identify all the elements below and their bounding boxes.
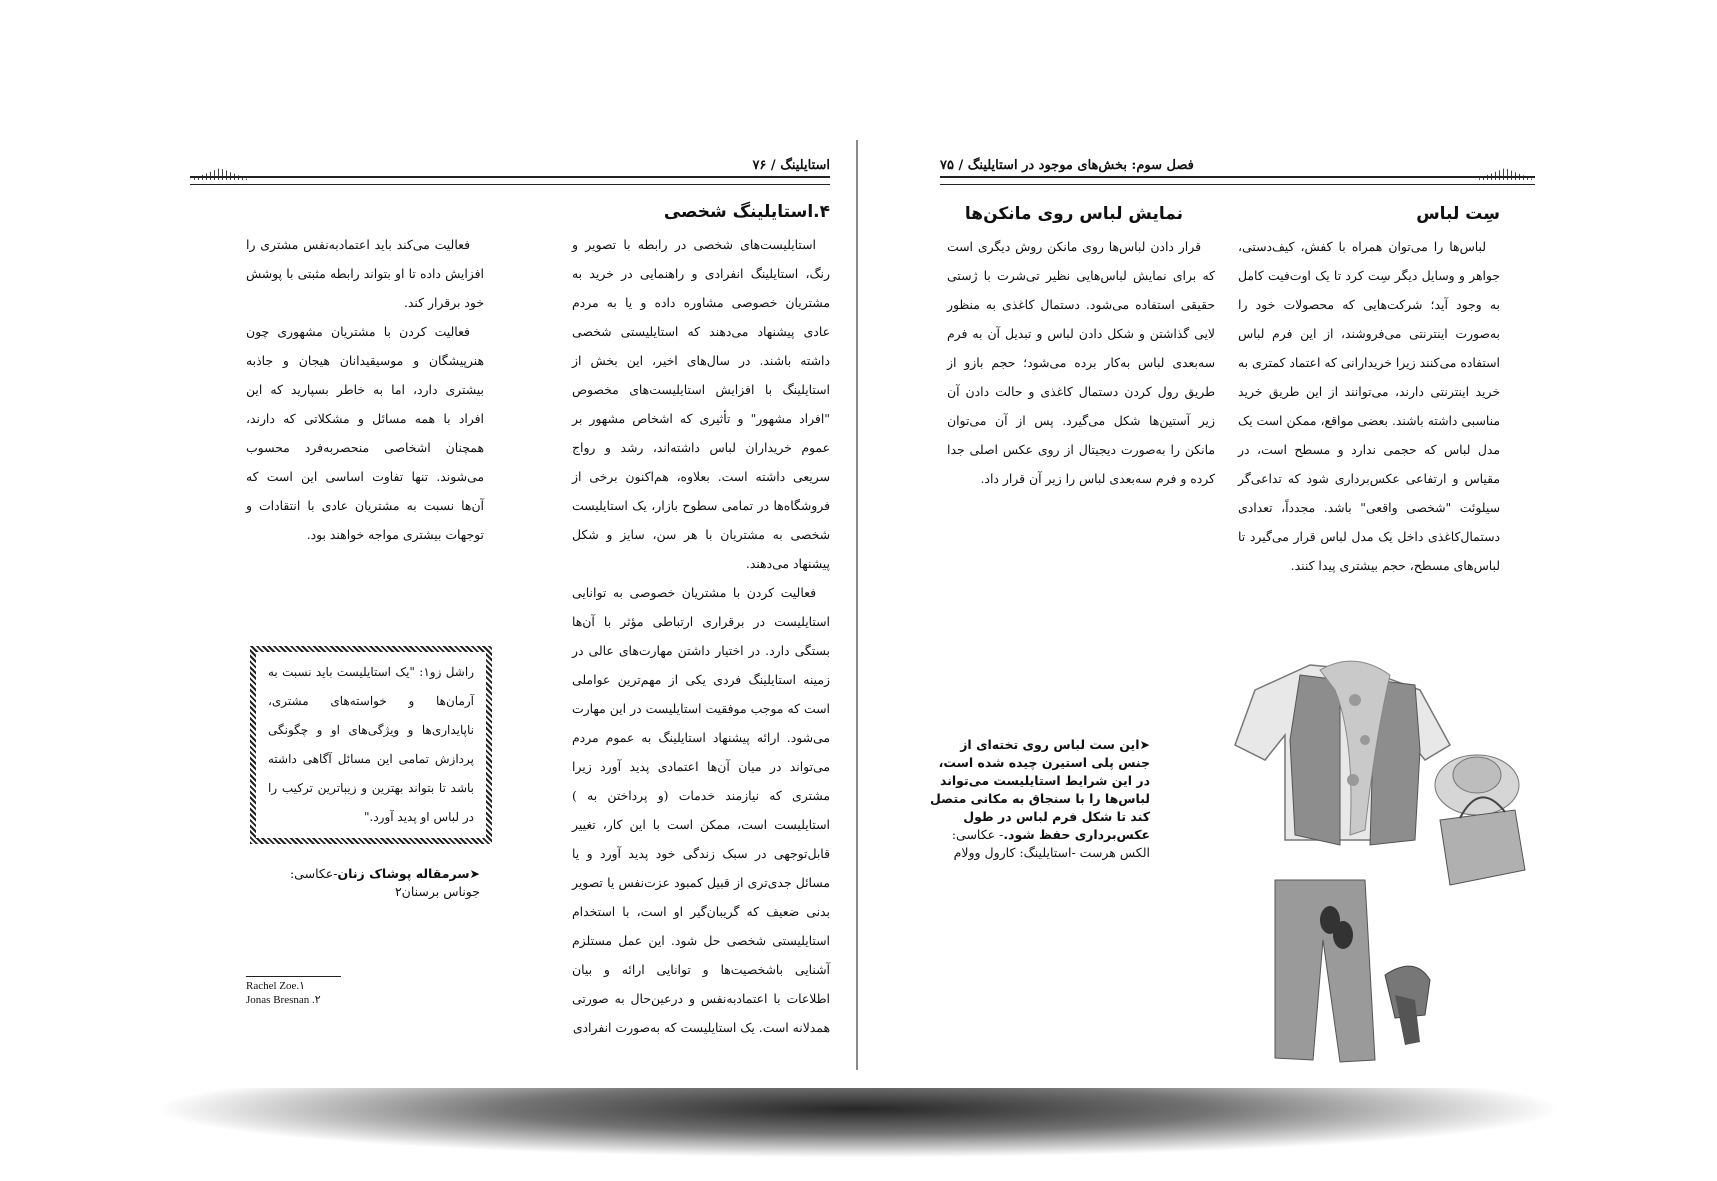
header-text: ۷۶ / استایلینگ xyxy=(752,158,830,173)
column-set xyxy=(1238,232,1500,580)
photo-caption xyxy=(925,736,1150,862)
paragraph: فعالیت می‌کند باید اعتمادبه‌نفس مشتری را افزایش داده تا او بتواند رابطه مثبتی با پوشش خود برقرار کند. xyxy=(246,237,484,310)
paragraph: قرار دادن لباس‌ها روی مانکن روش دیگری است که برای نمایش لباس‌هایی نظیر تی‌شرت با ژستی حقیقی استفاده می‌شود. دستمال کاغذی به منظور لایی گذاشتن و شکل دادن لباس و تبدیل آن به فرم سه‌بعدی لباس به‌کار برده می‌شود؛ حجم بازو از طریق رول کردن دستمال کاغذی و حالت دادن آن زیر آستین‌ها شکل می‌گیرد. پس از آن می‌توان مانکن را به‌صورت دیجیتال از روی عکس اصلی جدا کرده و فرم سه‌بعدی لباس را زیر آن قرار داد. xyxy=(947,239,1215,486)
heading-set: سِت لباس xyxy=(1416,204,1500,224)
jeans-shape xyxy=(1275,880,1375,1062)
photo-caption xyxy=(250,865,480,901)
paragraph: استایلیست‌های شخصی در رابطه با تصویر و رنگ، استایلینگ انفرادی و راهنمایی در خرید به مشتریان خصوصی مشاوره داده و یا به مردم عادی پیشنهاد می‌دهند که استایلیستی شخصی داشته باشند. در سال‌های اخیر، این بخش از استایلینگ با افزایش استایلیست‌های مخصوص "افراد مشهور" و تأثیری که اشخاص مشهور بر عموم خریداران لباس داشته‌اند، رشد و رواج سریعی داشته است. بعلاوه، هم‌اکنون برخی از فروشگاه‌ها در تمامی سطوح بازار، یک استایلیست شخصی به مشتریان با هر سن، سایز و شکل پیشنهاد می‌دهند. xyxy=(572,237,830,571)
caption-credit: - عکاسی: الکس هرست -استایلینگ: کارول وولام xyxy=(951,827,1150,860)
caption-title: ➤سرمقاله پوشاک زنان xyxy=(337,866,480,881)
heading-mannequin: نمایش لباس روی مانکن‌ها xyxy=(964,204,1183,224)
page-header xyxy=(752,158,830,178)
hat-shape xyxy=(1435,755,1519,815)
header-text: فصل سوم: بخش‌های موجود در استایلینگ / ۷۵ xyxy=(940,158,1194,173)
pull-quote: راشل زو‌۱: "یک استایلیست باید نسبت به آرمان‌ها و خواسته‌های مشتری، ناپایداری‌ها و ویژگی‌های او و چگونگی پردازش تمامی این مسائل آگاهی داشته باشد تا بتواند بهترین و زیباترین ترکیب را در لباس او پدید آورد." xyxy=(268,665,474,824)
column-mannequin xyxy=(947,232,1215,493)
right-page xyxy=(885,130,1535,1060)
left-page xyxy=(190,130,830,1060)
caption-credit: -عکاسی: جوناس برسنان۲ xyxy=(289,866,480,899)
caption-text: ➤این ست لباس روی تخته‌ای از جنس پلی استیرن چیده شده است، در این شرایط استایلیست می‌تواند لباس‌ها را با سنجاق به مکانی متصل کند تا شکل فرم لباس در طول عکس‌برداری حفظ شود. xyxy=(930,737,1150,842)
book-shadow xyxy=(150,1088,1567,1158)
footnote-1: Rachel Zoe.۱ xyxy=(246,980,306,992)
outfit-photo xyxy=(1215,630,1535,1070)
footnotes xyxy=(246,976,341,1007)
footnote-2: Jonas Bresnan .۲ xyxy=(246,994,321,1006)
column-left xyxy=(246,230,484,549)
shoes-shape xyxy=(1385,966,1430,1045)
column-right xyxy=(572,230,830,1042)
paragraph: فعالیت کردن با مشتریان خصوصی به توانایی استایلیست در برقراری ارتباطی مؤثر با آن‌ها بستگی دارد. در اختیار داشتن مهارت‌های عالی در زمینه استایلینگ فردی یکی از مهم‌ترین عواملی است که موجب موفقیت استایلیست در این مهارت می‌شود. ارائه پیشنهاد استایلینگ به عموم مردم می‌تواند در میان آن‌ها اعتمادی پدید آورد زیرا مشتری که نیازمند خدمات (و پرداختن به ) استایلیست است، ممکن است با این کار، تغییر قابل‌توجهی در سبک زندگی خود پدید آورد و یا مسائل جدی‌تری از قبیل کمبود عزت‌نفس یا تصویر بدنی ضعیف که گریبان‌گیر او است، با استخدام استایلیستی شخصی حل شود. این عمل مستلزم آشنایی باشخصیت‌ها و توانایی ارائه و بیان اطلاعات با اعتمادبه‌نفس و درعین‌حال به صورتی همدلانه است. یک استایلیست که به‌صورت انفرادی xyxy=(572,585,830,1035)
paragraph: لباس‌ها را می‌توان همراه با کفش، کیف‌دستی، جواهر و وسایل دیگر سِت کرد تا یک اوت‌فیت کامل به وجود آید؛ شرکت‌هایی که محصولات خود را به‌صورت اینترنتی می‌فروشند، از این فرم لباس استفاده می‌کنند زیرا خریدارانی که اعتماد کمتری به خرید اینترنتی دارند، می‌توانند از این طریق خرید مناسبی داشته باشند. بعضی مواقع، ممکن است یک مدل لباس که حجمی ندارد و مسطح است، در مقیاس و ارتفاعی عکس‌برداری شود که تداعی‌گر سیلوئت "شخصی واقعی" باشد. مجدداً، تعدادی دستمال‌کاغذی داخل یک مدل لباس قرار می‌گیرد تا لباس‌های مسطح، حجم بیشتری پیدا کنند. xyxy=(1238,239,1500,573)
section-heading: ۴.استایلینگ شخصی xyxy=(663,202,830,222)
header-rule xyxy=(190,176,830,185)
paragraph: فعالیت کردن با مشتریان مشهوری چون هنرپیشگان و موسیقیدانان هیجان و جاذبه بیشتری دارد، اما به خاطر بسپارید که این افراد با همه مسائل و مشکلاتی که دارند، همچنان اشخاصی منحصربه‌فرد محسوب می‌شوند. تنها تفاوت اساسی این است که آن‌ها نسبت به مشتریان عادی با انتقادات و توجهات بیشتری مواجه خواهند بود. xyxy=(246,324,484,542)
page-header xyxy=(940,158,1240,178)
footnote-divider xyxy=(246,976,341,977)
book-spine xyxy=(856,140,858,1070)
